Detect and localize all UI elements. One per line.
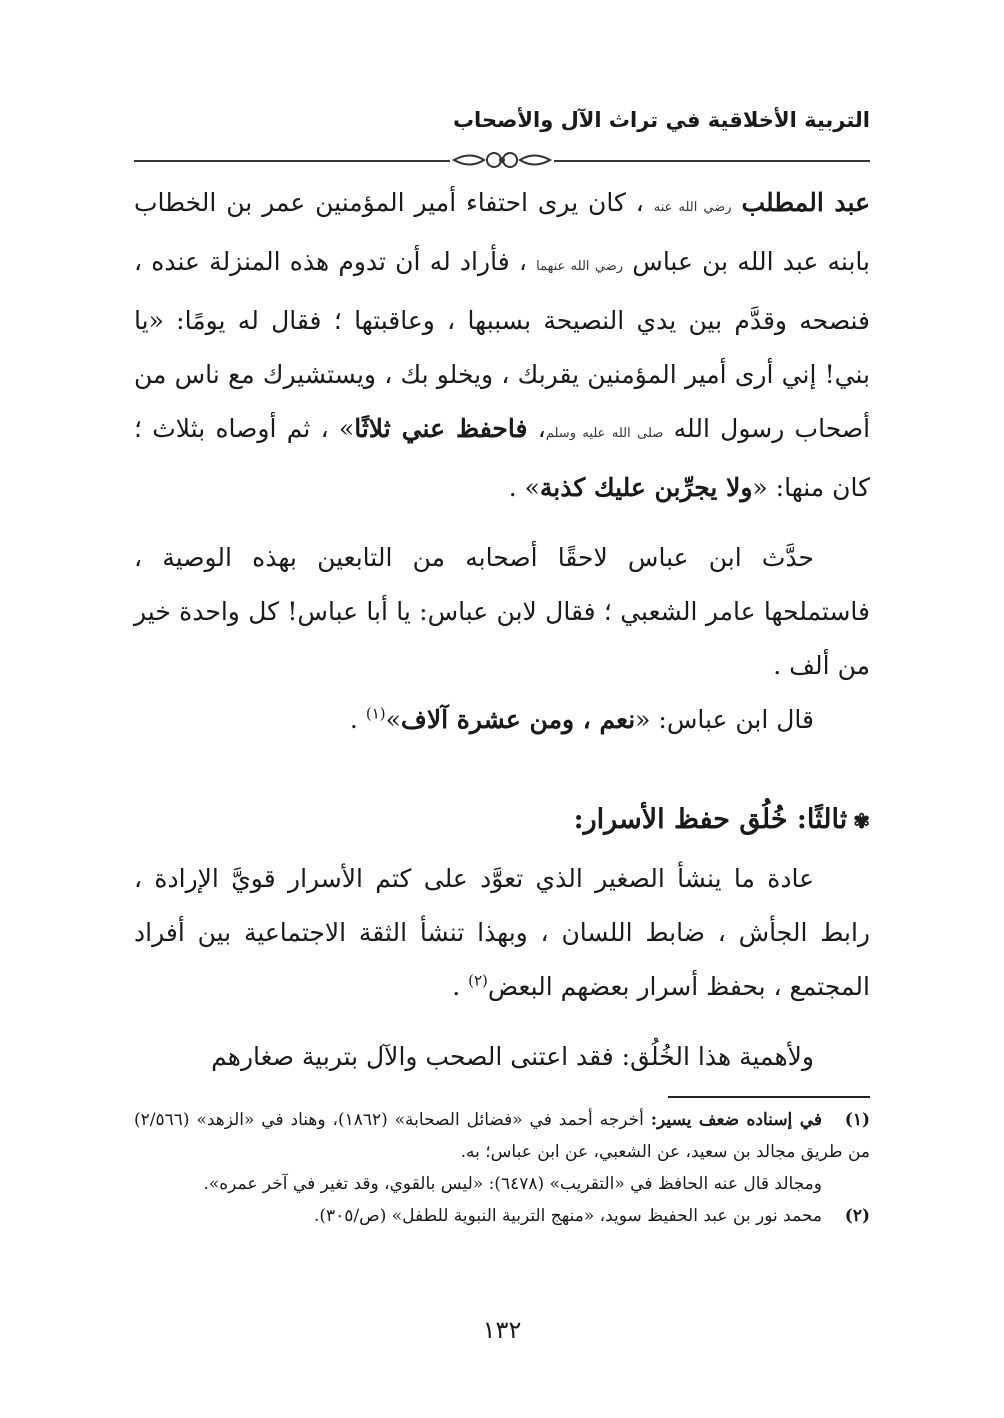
footnote-2: [134, 1200, 870, 1232]
bold-phrase: عبد المطلب: [741, 188, 871, 217]
footnote-number: (١): [844, 1110, 870, 1130]
text-run: .: [452, 972, 469, 1001]
paragraph-2: حدَّث ابن عباس لاحقًا أصحابه من التابعين بهذه الوصية ، فاستملحها عامر الشعبي ؛ فقال لابن عباس: يا أبا عباس! كل واحدة خير من ألف .: [134, 543, 870, 680]
text-run: »: [385, 705, 401, 734]
ornament-icon: [450, 145, 554, 175]
section-title: ثالثًا: خُلُق حفظ الأسرار:: [573, 804, 848, 835]
bold-phrase: فاحفظ عني ثلاثًا: [354, 414, 528, 443]
footnote-number: (٢): [844, 1206, 870, 1226]
text-run: » ، ثم أوصاه بثلاث ؛ كان منها: «: [134, 414, 870, 502]
paragraph-5: ولأهمية هذا الخُلُق: فقد اعتنى الصحب والآل بتربية صغارهم: [211, 1042, 814, 1071]
text-run: قال ابن عباس: «: [635, 705, 814, 734]
footnote-rule: [668, 1096, 870, 1098]
flower-icon: ✾: [853, 809, 870, 833]
page-number: ١٣٢: [482, 1316, 522, 1344]
honorific-glyph: رضي الله عنهما: [536, 259, 624, 274]
text-run: أخرجه أحمد في «فضائل الصحابة» (١٨٦٢)، وهناد في «الزهد» (٢/٥٦٦) من طريق مجالد بن سعيد، عن الشعبي، عن ابن عباس؛ به.: [134, 1110, 870, 1162]
text-run: ، فأراد له أن تدوم هذه المنزلة عنده ، فنصحه وقدَّم بين يدي النصيحة بسببها ، وعاقبتها ؛ فقال له يومًا: «يا بني! إني أرى أمير المؤمنين يقربك ، ويخلو بك ، ويستشيرك مع ناس من أصحاب رسول الله: [134, 247, 871, 443]
text-run: » .: [508, 473, 540, 502]
paragraph-3: [134, 693, 870, 747]
text-run: ، كان يرى احتفاء أمير المؤمنين عمر بن الخطاب بابنه عبد الله بن عباس: [134, 188, 871, 276]
honorific-glyph: صلى الله عليه وسلم: [545, 426, 664, 441]
paragraph-4: [134, 852, 870, 1014]
honorific-glyph: رضي الله عنه: [653, 200, 732, 215]
footnote-ref: (١): [365, 704, 386, 723]
footnote-1-continuation: ومجالد قال عنه الحافظ في «التقريب» (٦٤٧٨): «ليس بالقوي، وقد تغير في آخر عمره».: [203, 1174, 822, 1194]
bold-phrase: في إسناده ضعف يسير:: [650, 1110, 822, 1130]
bold-phrase: نعم ، ومن عشرة آلاف: [400, 705, 636, 734]
footnote-1: [134, 1104, 870, 1168]
text-run: محمد نور بن عبد الحفيظ سويد، «منهج التربية النبوية للطفل» (ص/٣٠٥).: [314, 1206, 822, 1226]
running-header: التربية الأخلاقية في تراث الآل والأصحاب: [452, 108, 870, 132]
paragraph-1: [134, 176, 870, 515]
section-heading: [134, 793, 870, 848]
footnotes: [134, 1104, 870, 1232]
footnote-ref: (٢): [468, 971, 488, 990]
bold-phrase: ولا يجرِّبن عليك كذبة: [539, 473, 753, 502]
body-text: [134, 176, 870, 1084]
text-run: .: [349, 705, 366, 734]
text-run: ،: [537, 414, 546, 443]
text-run: عادة ما ينشأ الصغير الذي تعوَّد على كتم الأسرار قويَّ الإرادة ، رابط الجأش ، ضابط اللسان ، وبهذا تنشأ الثقة الاجتماعية بين أفراد المجتمع ، بحفظ أسرار بعضهم البعض: [134, 864, 870, 1001]
